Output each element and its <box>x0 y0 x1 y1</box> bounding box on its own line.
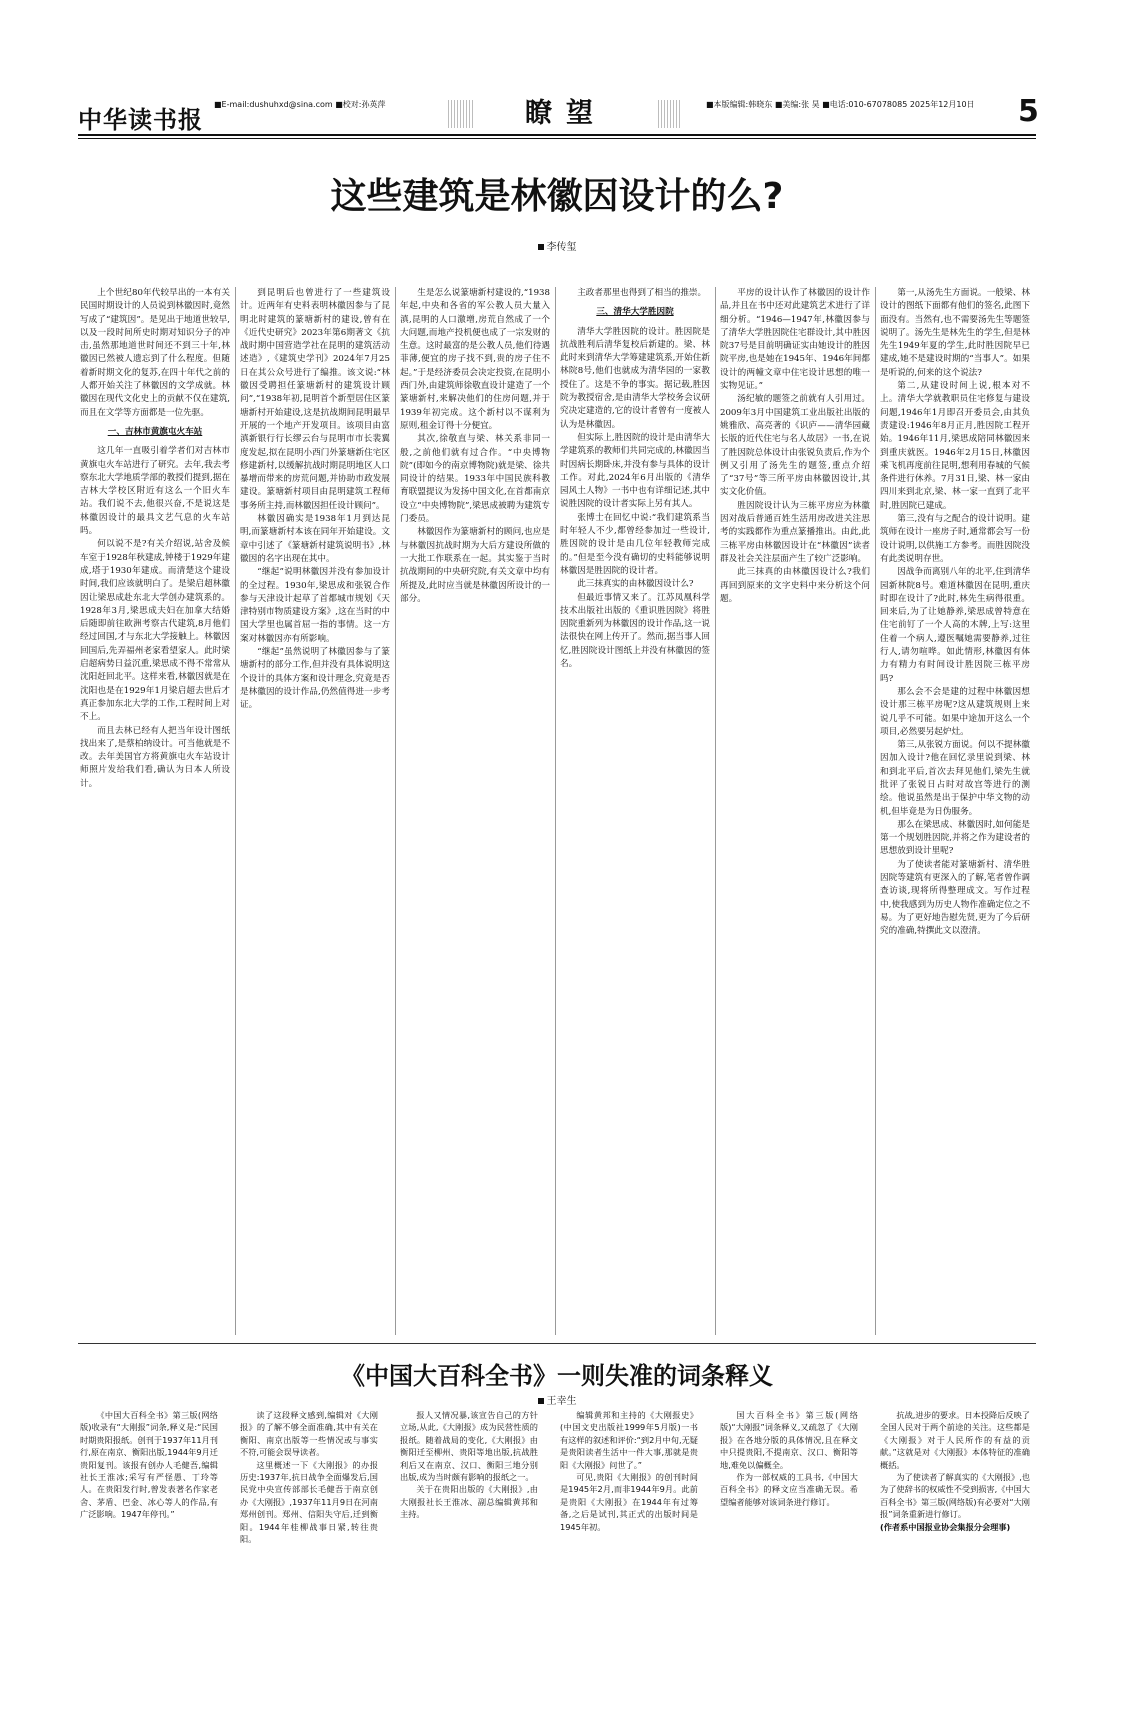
paragraph: 到昆明后也曾进行了一些建筑设计。近两年有史料表明林徽因参与了昆明北时建筑的篆塘新村的建设,曾有在《近代史研究》2023年第6期著文《抗战时期中国营造学社在昆明的建筑活动述造》,《建筑史学刊》2024年7月25日在其公众号进行了编推。该文说:“林徽因受聘担任篆塘新村的建筑设计顾问”,“1938年初,昆明首个新型居住区篆塘新村开始建设,这是抗战期间昆明最早开展的一个地产开发项目。该项目由富滇新银行行长缪云台与昆明市市长裴翼度发起,拟在昆明小西门外篆塘新住宅区修建新村,以缓解抗战时期昆明地区人口暴增而带来的房荒问题,并协助市政发展建设。篆塘新村项目由昆明建筑工程师事务所主持,而林徽因担任设计顾问”。 <box>240 288 390 511</box>
article1-column-5 <box>720 287 870 1335</box>
article2-column-3 <box>400 1409 538 1709</box>
paragraph: 此三抹真的由林徽因设计么?我们再回到原来的文字史料中来分析这个问题。 <box>720 567 870 604</box>
issue-date: 2025年12月10日 <box>909 100 975 109</box>
article2-column-2 <box>240 1409 378 1709</box>
article2-headline: 《中国大百科全书》一则失准的词条释义 <box>341 1362 773 1390</box>
paragraph: 这几年一直吸引着学者们对吉林市黄旗屯火车站进行了研究。去年,我去考察东北大学地质学部的教授们提到,据在吉林大学校区附近有这么一个旧火车站。我们说不去,他很兴奋,不是说这是林徽因设计的最具文艺气息的火车站吗。 <box>80 446 230 537</box>
article1-column-6 <box>880 287 1030 1335</box>
paragraph: 林徽因作为篆塘新村的顾问,也应是与林徽因抗战时期为大后方建设所做的一大批工作联系在一起。其实鉴于当时抗战期间的中央研究院,有关文章中均有所提及,此时应当就是林徽因所设计的一部分。 <box>400 527 550 604</box>
paragraph: 平房的设计认作了林徽因的设计作品,并且在书中还对此建筑艺术进行了详细分析。“1946—1947年,林徽因参与了清华大学胜因院住宅群设计,其中胜因院37号是目前明确证实由她设计的胜因院平房,也是她在1945年、1946年间都设计的两幢文章中住宅设计思想的唯一实物见证。” <box>720 288 870 392</box>
paragraph: 主政者那里也得到了相当的推崇。 <box>577 288 707 298</box>
paragraph: 第一,从汤先生方面说。一般梁、林设计的图纸下面都有他们的签名,此图下面没有。当然有,也不需要汤先生等题签说明了。汤先生是林先生的学生,但是林先生1949年夏的学生,此时胜因院早已建成,她不是建设时期的“当事人”。如果是听说的,何来的这个说法? <box>880 288 1030 378</box>
article1-column-1 <box>80 287 230 1335</box>
article1-column-3 <box>400 287 550 1335</box>
article1-column-4 <box>560 287 710 1335</box>
paragraph: 那么在梁思成、林徽因时,如何能是第一个规划胜因院,并将之作为建设者的思想放到设计里呢? <box>880 819 1030 857</box>
paragraph: 关于在贵阳出版的《大刚报》,由大刚报社长王淮冰、副总编辑黄邦和主持。 <box>400 1484 538 1520</box>
paragraph: 张博士在回忆中说:“我们建筑系当时年轻人不少,都曾经参加过一些设计,胜因院的设计是由几位年轻教师完成的。”但是至今没有确切的史料能够说明林徽因是胜因院的设计者。 <box>560 512 710 576</box>
phone: ■电话:010-67078085 <box>822 100 908 109</box>
designer: ■美编:张 昊 <box>774 100 820 109</box>
paragraph: 为了使读者了解真实的《大刚报》,也为了使辞书的权威性不受到损害,《中国大百科全书》第三版(网络版)有必要对“大刚报”词条重新进行修订。 <box>880 1472 1030 1520</box>
article1-author: 李传玺 <box>546 242 577 253</box>
header-rule-thin <box>78 138 1036 139</box>
paragraph: 第二,从建设时间上说,根本对不上。清华大学就教职员住宅修复与建设问题,1946年1月即召开委员会,由其负责建设:1946年8月正月,胜因院工程开始。1946年11月,梁思成陪同林徽因来到重庆就医。1946年2月15日,林徽因乘飞机再度前往昆明,想利用春城的气候条件进行休养。7月31日,梁、林一家由四川来到北京,梁、林一家一直到了北平时,胜因院已建成。 <box>880 381 1030 511</box>
article1-headline: 这些建筑是林徽因设计的么? <box>330 176 784 217</box>
paragraph: 生是怎么说篆塘新村建设的,“1938年起,中央和各省的军公教人员大量入滇,昆明的人口激增,房荒自然成了一个大问题,而地产投机便也成了一宗发财的生意。这时最富的是公教人员,他们待遇菲薄,便宜的房子找不到,贵的房子住不起。”于是经济委员会决定投资,在昆明小西门外,由建筑师徐敬直设计建造了一个篆塘新村,来解决他们的住房问题,并于1939年初完成。这个新村以不谋利为原则,租金订得十分便宜。 <box>400 288 550 431</box>
paragraph: 何以说不是?有关介绍说,站舍及候车室于1928年秋建成,钟楼于1929年建成,塔于1930年建成。而清楚这个建设时间,我们应该就明白了。是梁启超林徽因让梁思成赴东北大学创办建筑系的。1928年3月,梁思成夫妇在加拿大结婚后随即前往欧洲考察古代建筑,8月他们经过回国,才与东北大学接触上。林徽因回国后,先弄福州老家看望家人。此时梁启超病势日益沉重,梁思成不得不常常从沈阳赶回北平。这样来看,林徽因就是在沈阳也是在1929年1月梁启超去世后才真正参加东北大学的工作,工程时间上对不上。 <box>80 539 230 723</box>
paragraph: 作为一部权威的工具书,《中国大百科全书》的释文应当准确无误。希望编者能够对该词条进行修订。 <box>720 1472 858 1507</box>
article2-byline <box>78 1392 1036 1407</box>
column-divider <box>395 287 396 1335</box>
subheading: 一、吉林市黄旗屯火车站 <box>107 426 203 437</box>
article2-column-1 <box>80 1409 218 1709</box>
paragraph: 此三抹真实的由林徽因设计么? <box>577 579 694 590</box>
paragraph: 抗战,进步的要求。日本投降后反映了全国人民对于两个前途的关注。这些都是《大刚报》对于人民所作的有益的贡献。”这就是对《大刚报》本体特征的准确概括。 <box>880 1410 1030 1470</box>
editor: ■本版编辑:韩晓东 <box>706 100 773 109</box>
column-divider <box>875 287 876 1335</box>
paragraph: 为了使读者能对篆塘新村、清华胜因院等建筑有更深入的了解,笔者曾作调查访谈,现将所得整理成文。写作过程中,使我感到为历史人物作准确定位之不易。为了更好地告慰先贤,更为了今后研究的准确,特撰此文以澄清。 <box>880 859 1030 937</box>
article2-column-6 <box>880 1409 1030 1709</box>
paragraph: 上个世纪80年代较早出的一本有关民国时期设计的人员说到林徽因时,竟然写成了“建筑因”。是见出于地道世较早,以及一段时间所史时期对知识分子的冲击,虽然那地道世时间还不到三十年,林徽因已然被人遗忘到了什么程度。但随着新时期文化的复苏,在四十年代之前的人都开始关注了林徽因的文学成就。林徽因在现代文化史上的贡献不仅在建筑,而且在文学等方面都是一位先驱。 <box>80 288 230 418</box>
author-note: (作者系中国报业协会集报分会理事) <box>880 1521 1011 1532</box>
column-divider <box>715 287 716 1335</box>
article-separator <box>78 1343 1036 1344</box>
paragraph: 编辑黄邦和主持的《大刚报史》(中国文史出版社1999年5月版)一书有这样的叙述和评价:“到2月中旬,无疑是贵阳读者生活中一件大事,那就是贵阳《大刚报》问世了。” <box>560 1410 698 1470</box>
article1-byline <box>78 238 1036 253</box>
masthead-left-info <box>214 98 385 112</box>
column-divider <box>555 287 556 1335</box>
proofreader: ■校对:孙英萍 <box>335 100 386 109</box>
paragraph: 汤纪敏的题签之前就有人引用过。2009年3月中国建筑工业出版社出版的姚雅欣、高亮著的《识庐——清华园藏长版的近代住宅与名人故居》一书,在说了胜因院总体设计由张锐负责后,作为个例又引用了汤先生的题签,重点介绍了“37号”等三所平房由林徽因设计,其实文化价值。 <box>720 394 870 498</box>
paragraph: 但实际上,胜因院的设计是由清华大学建筑系的教师们共同完成的,林徽因当时因病长期卧床,并没有参与具体的设计工作。对此,2024年6月出版的《清华园风土人物》一书中也有详细记述,其中说胜因院的设计者实际上另有其人。 <box>560 432 710 510</box>
article2-author: 王幸生 <box>546 1396 577 1407</box>
paragraph: 胜因院设计认为三栋平房应为林徽因对战后普通百姓生活用房改进关注思考的实践都作为重点篆播推出。由此,此三栋平房由林徽因设计在“林徽因”读者群及社会关注层面产生了较广泛影响。 <box>720 500 870 564</box>
paragraph: 因战争而离别八年的北平,住到清华园新林院8号。难道林徽因在昆明,重庆时即在设计了?此时,林先生病得很重。回来后,为了让她静养,梁思成曾特意在住宅前钉了一个人高的木牌,上写:这里住着一个病人,遵医嘱她需要静养,过往行人,请勿喧哗。如此情形,林徽因有体力有精力有时间设计胜因院三栋平房吗? <box>880 567 1030 684</box>
paragraph: 这里概述一下《大刚报》的办报历史:1937年,抗日战争全面爆发后,国民党中央宣传部部长毛健吾于南京创办《大刚报》,1937年11月9日在河南郑州创刊。郑州、信阳失守后,迁到衡阳。1944年桂柳战事日紧,转往贵阳。 <box>240 1459 378 1545</box>
paragraph: 那么会不会是建的过程中林徽因想设计那三栋平房呢?这从建筑规则上来说几乎不可能。如果中途加开这么一个项目,必然要另起炉灶。 <box>880 686 1030 737</box>
paragraph: 国大百科全书》第三版(网络版)“大刚报”词条释义,又疏忽了《大刚报》在各地分版的具体情况,且在释文中只提贵阳,不提南京、汉口、衡阳等地,难免以偏概全。 <box>720 1410 858 1470</box>
paragraph: 林徽因确实是1938年1月到达昆明,而篆塘新村本该在同年开始建设。文章中引述了《篆塘新村建筑说明书》,林徽因的名字出现在其中。 <box>240 514 390 564</box>
column-divider <box>235 287 236 1335</box>
paragraph: 清华大学胜因院的设计。胜因院是抗战胜利后清华复校后新建的。梁、林此时来到清华大学筹建建筑系,开始住新林院8号,他们也就成为清华园的一家教授住了。这是不争的事实。据记载,胜因院为教授宿舍,是由清华大学校务会议研究决定建造的,它的设计者曾有一度被人认为是林徽因。 <box>560 326 710 430</box>
email: ■E-mail:dushuhxd@sina.com <box>214 100 333 109</box>
paragraph: 《中国大百科全书》第三版(网络版)收录有“大刚报”词条,释义是:“民国时期贵阳报纸。创刊于1937年11月刊行,原在南京、衡阳出版,1944年9月迁贵阳复刊。该报有创办人毛健吾,编辑社长王淮冰;采写有严怪愚、丁玲等人。在贵阳发行时,曾发表著名作家老舍、茅盾、巴金、冰心等人的作品,有广泛影响。1947年停刊。” <box>80 1410 218 1520</box>
paragraph: 报人又情况暴,该宣告自己的方针立场,从此,《大刚报》成为民营性质的报纸。随着战局的变化,《大刚报》由衡阳迁至柳州、贵阳等地出版,抗战胜利后又在南京、汉口、衡阳三地分别出版,成为当时颇有影响的报纸之一。 <box>400 1410 538 1483</box>
section-title: 瞭望 <box>474 98 658 130</box>
paragraph: 读了这段释文感到,编辑对《大刚报》的了解不够全面准确,其中有关在衡阳、南京出版等一些情况或与事实不符,可能会误导读者。 <box>240 1410 378 1458</box>
paragraph: 第三,从张锐方面说。何以不提林徽因加入设计?他在回忆录里说到梁、林和到北平后,首次去拜见他们,梁先生就批评了张锐日占时对故宫等进行的测绘。他说虽然是出于保护中华文物的动机,但毕竟是为日伪服务。 <box>880 740 1030 817</box>
paragraph: “继起”虽然说明了林徽因参与了篆塘新村的部分工作,但并没有具体说明这个设计的具体方案和设计理念,究竟是否是林徽因的设计作品,仍然值得进一步考证。 <box>240 647 390 711</box>
paragraph: 而且去林已经有人把当年设计图纸找出来了,是蔡柏纳设计。可当他就是不改。去年美国官方将黄旗屯火车站设计师照片发给我们看,确认为日本人所设计。 <box>80 725 230 789</box>
paragraph: 第三,没有与之配合的设计说明。建筑师在设计一座房子时,通常都会写一份设计说明,以供施工方参考。而胜因院没有此类说明存世。 <box>880 514 1030 564</box>
article2-column-4 <box>560 1409 698 1709</box>
article1-column-2 <box>240 287 390 1335</box>
paragraph: 其次,徐敬直与梁、林关系非同一般,之前他们就有过合作。“中央博物院”(即如今的南京博物院)就是梁、徐共同设计的结果。1933年中国民族科教育联盟提议为发扬中国文化,在首都南京设立“中央博物院”,梁思成被聘为建筑专门委员。 <box>400 434 550 525</box>
masthead-logo: 中华读书报 <box>78 105 203 134</box>
paragraph: 可见,贵阳《大刚报》的创刊时间是1945年2月,而非1944年9月。此前是贵阳《大刚报》在1944年有过筹备,之后是试刊,其正式的出版时间是1945年初。 <box>560 1472 698 1532</box>
article2-column-5 <box>720 1409 858 1709</box>
subheading: 三、清华大学胜因院 <box>596 307 674 318</box>
page-number: 5 <box>1018 94 1039 129</box>
masthead-right-info <box>706 98 975 112</box>
paragraph: “继起”说明林徽因并没有参加设计的全过程。1930年,梁思成和张锐合作参与天津设计起草了首都城市规划《天津特别市物质建设方案》,这在当时的中国大学里也属首屈一指的事情。这一方案对林徽因亦有所影响。 <box>240 567 390 644</box>
header-rule <box>78 134 1036 136</box>
paragraph: 但最近事情又来了。江苏凤凰科学技术出版社出版的《重识胜因院》将胜因院重新列为林徽因的设计作品,这一说法很快在网上传开了。然而,据当事人回忆,胜因院设计图纸上并没有林徽因的签名。 <box>560 592 710 670</box>
